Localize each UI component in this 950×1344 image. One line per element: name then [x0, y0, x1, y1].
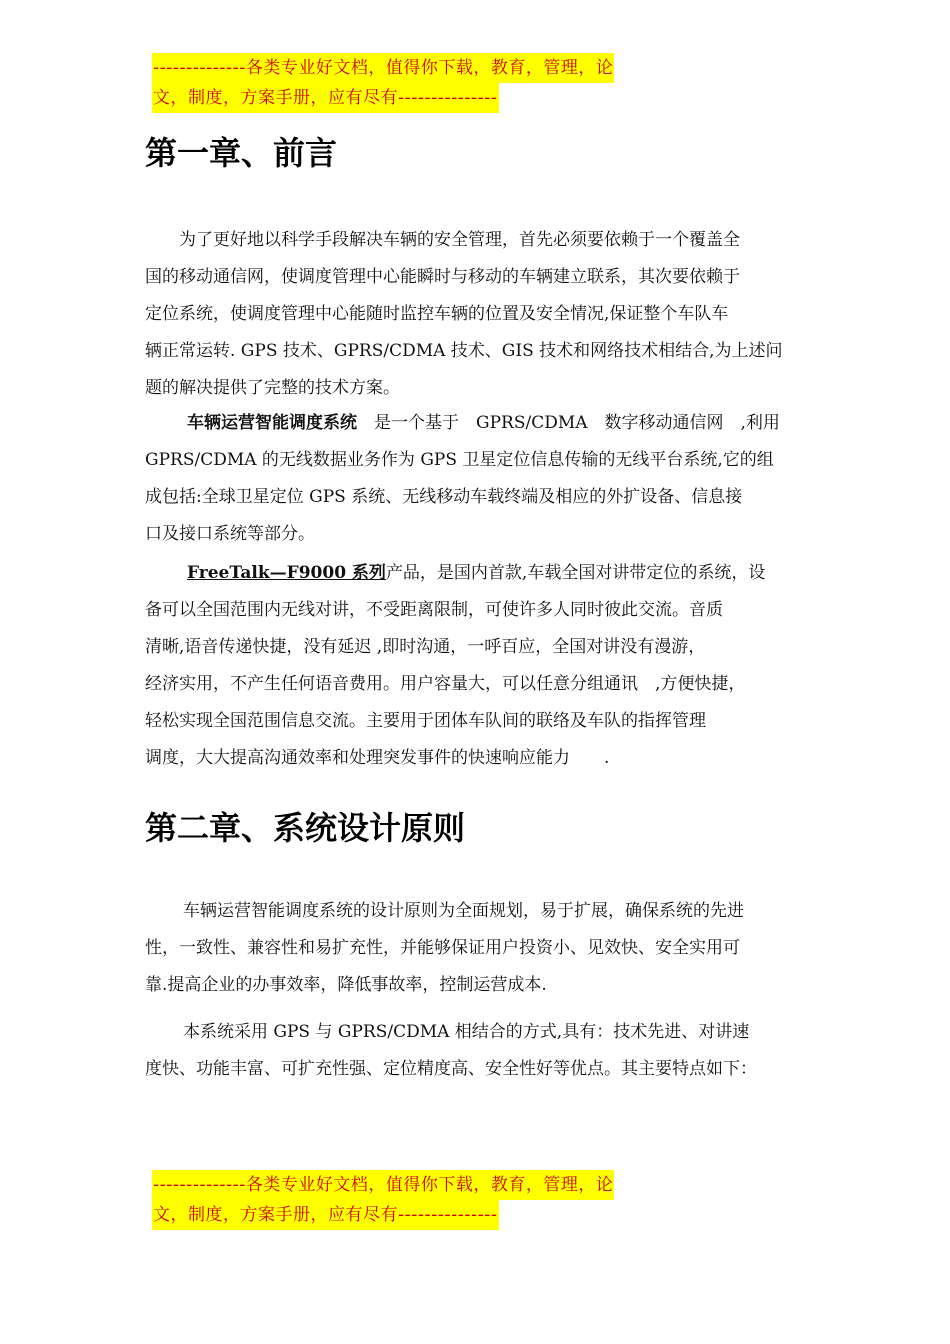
- text-fragment: 是一个基于 GPRS/CDMA 数字移动通信网 ,利用: [357, 413, 780, 433]
- text-line: 车辆运营智能调度系统的设计原则为全面规划，易于扩展，确保系统的先进: [183, 901, 744, 921]
- text-line: [145, 405, 810, 442]
- promo-banner-bottom: [152, 1170, 807, 1230]
- text-line: 度快、功能丰富、可扩充性强、定位精度高、安全性好等优点。其主要特点如下：: [145, 1059, 757, 1079]
- text-line: 经济实用，不产生任何语音费用。用户容量大，可以任意分组通讯 ,方便快捷，: [145, 674, 746, 694]
- text-line: 轻松实现全国范围信息交流。主要用于团体车队间的联络及车队的指挥管理: [145, 711, 706, 731]
- promo-banner-line: 文，制度，方案手册，应有尽有---------------: [152, 83, 499, 113]
- chapter-1-paragraph-3: [145, 555, 810, 777]
- chapter-1-title: 第一章、前言: [145, 134, 338, 172]
- text-line: 题的解决提供了完整的技术方案。: [145, 378, 400, 398]
- system-name: 车辆运营智能调度系统: [187, 413, 357, 433]
- text-line: 靠.提高企业的办事效率，降低事故率，控制运营成本.: [145, 975, 547, 995]
- chapter-2-paragraph-2: [145, 1014, 810, 1088]
- text-line: 辆正常运转. GPS 技术、GPRS/CDMA 技术、GIS 技术和网络技术相结合,为上述问: [145, 341, 783, 361]
- promo-banner-top: [152, 53, 807, 113]
- chapter-1-paragraph-1: [145, 222, 810, 407]
- text-line: 性，一致性、兼容性和易扩充性，并能够保证用户投资小、见效快、安全实用可: [145, 938, 740, 958]
- text-line: 定位系统，使调度管理中心能随时监控车辆的位置及安全情况,保证整个车队车: [145, 304, 729, 324]
- promo-banner-line: --------------各类专业好文档，值得你下载，教育，管理，论: [152, 1170, 614, 1200]
- promo-banner-line: 文，制度，方案手册，应有尽有---------------: [152, 1200, 499, 1230]
- chapter-2-paragraph-1: [145, 893, 810, 1004]
- promo-banner-line: --------------各类专业好文档，值得你下载，教育，管理，论: [152, 53, 614, 83]
- chapter-2-title: 第二章、系统设计原则: [145, 809, 466, 847]
- text-line: 为了更好地以科学手段解决车辆的安全管理，首先必须要依赖于一个覆盖全: [179, 230, 740, 250]
- text-line: [145, 555, 810, 592]
- text-line: 本系统采用 GPS 与 GPRS/CDMA 相结合的方式,具有：技术先进、对讲速: [183, 1022, 750, 1042]
- text-line: 备可以全国范围内无线对讲，不受距离限制，可使许多人同时彼此交流。音质: [145, 600, 723, 620]
- text-line: 国的移动通信网，使调度管理中心能瞬时与移动的车辆建立联系，其次要依赖于: [145, 267, 740, 287]
- text-fragment: 产品，是国内首款,车载全国对讲带定位的系统，设: [385, 563, 766, 583]
- text-line: GPRS/CDMA 的无线数据业务作为 GPS 卫星定位信息传输的无线平台系统,它的组: [145, 450, 774, 470]
- product-series-link[interactable]: FreeTalk—F9000 系列: [187, 563, 386, 583]
- text-line: 成包括:全球卫星定位 GPS 系统、无线移动车载终端及相应的外扩设备、信息接: [145, 487, 743, 507]
- text-line: 清晰,语音传递快捷，没有延迟 ,即时沟通，一呼百应，全国对讲没有漫游，: [145, 637, 706, 657]
- chapter-1-paragraph-2: [145, 405, 810, 553]
- text-line: 口及接口系统等部分。: [145, 524, 315, 544]
- text-line: 调度，大大提高沟通效率和处理突发事件的快速响应能力 .: [145, 748, 610, 768]
